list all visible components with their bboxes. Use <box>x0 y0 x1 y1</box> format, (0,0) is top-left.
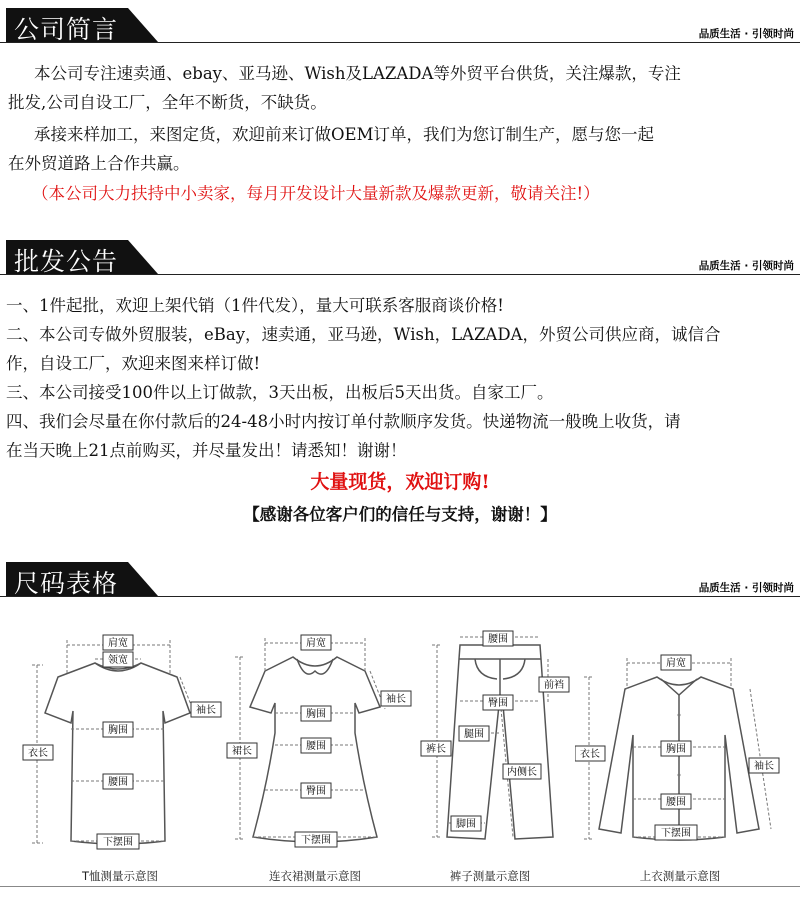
shirt-caption: 上衣测量示意图 <box>639 869 721 883</box>
pants-caption: 裤子测量示意图 <box>449 869 531 883</box>
about-line-2: 批发,公司自设工厂，全年不断货，不缺货。 <box>8 93 327 112</box>
about-line-3: 承接来样加工，来图定货，欢迎前来订做OEM订单，我们为您订制生产，愿与您一起 <box>34 125 654 144</box>
section-title: 公司简言 <box>14 15 119 44</box>
section-header-size <box>0 562 800 602</box>
divider <box>0 274 800 275</box>
shirt-diagram <box>575 615 795 865</box>
shirt-label-sleeve: 袖长 <box>754 761 774 772</box>
tshirt-outline <box>45 663 190 844</box>
tshirt-caption: T恤测量示意图 <box>81 869 159 883</box>
about-line-1: 本公司专注速卖通、ebay、亚马逊、Wish及LAZADA等外贸平台供货，关注爆款，专注 <box>34 64 681 83</box>
dress-label-hip: 臀围 <box>306 786 326 797</box>
wholesale-line-3: 作，自设工厂，欢迎来图来样订做! <box>6 354 261 373</box>
stock-notice: 大量现货，欢迎订购! <box>310 471 490 493</box>
shirt-label-waist: 腰围 <box>666 797 686 808</box>
wholesale-line-6: 在当天晚上21点前购买，并尽量发出！请悉知！谢谢！ <box>6 441 407 460</box>
section-header-about <box>0 8 800 48</box>
pants-label-hip: 臀围 <box>488 698 508 709</box>
tshirt-diagram <box>15 615 225 865</box>
tshirt-label-length: 衣长 <box>28 748 48 759</box>
section-tag <box>6 562 156 596</box>
dress-label-shoulder: 肩宽 <box>306 638 326 649</box>
dress-label-chest: 胸围 <box>306 709 326 720</box>
dress-label-waist: 腰围 <box>306 741 326 752</box>
tshirt-label-shoulder: 肩宽 <box>108 638 128 649</box>
slogan: 品质生活 · 引领时尚 <box>698 582 794 594</box>
about-highlight: （本公司大力扶持中小卖家，每月开发设计大量新款及爆款更新，敬请关注!） <box>32 184 600 203</box>
pants-label-length: 裤长 <box>426 744 446 755</box>
shirt-label-chest: 胸围 <box>666 744 686 755</box>
thanks-notice: 【感谢各位客户们的信任与支持，谢谢！】 <box>243 505 557 524</box>
bottom-divider <box>0 886 800 887</box>
shirt-label-shoulder: 肩宽 <box>666 658 686 669</box>
dress-label-hem: 下摆围 <box>301 835 331 846</box>
pants-label-leg: 脚围 <box>456 819 476 830</box>
wholesale-line-5: 四、我们会尽量在你付款后的24-48小时内按订单付款顺序发货。快递物流一般晚上收货，请 <box>6 412 681 431</box>
tshirt-label-chest: 胸围 <box>108 725 128 736</box>
section-tag <box>6 240 156 274</box>
dress-caption: 连衣裙测量示意图 <box>269 869 361 883</box>
slogan: 品质生活 · 引领时尚 <box>698 260 794 272</box>
section-tag <box>6 8 156 42</box>
pants-label-waist: 腰围 <box>488 634 508 645</box>
pants-diagram <box>415 615 575 865</box>
divider <box>0 42 800 43</box>
section-header-wholesale <box>0 240 800 280</box>
dress-diagram <box>225 615 415 865</box>
pants-label-rise: 前裆 <box>544 680 564 691</box>
shirt-label-hem: 下摆围 <box>661 828 691 839</box>
tshirt-label-hem: 下摆围 <box>103 837 133 848</box>
shirt-label-length: 衣长 <box>580 749 600 760</box>
about-line-4: 在外贸道路上合作共赢。 <box>8 154 190 173</box>
wholesale-line-1: 一、1件起批，欢迎上架代销（1件代发），量大可联系客服商谈价格! <box>6 296 504 315</box>
divider <box>0 596 800 597</box>
wholesale-line-2: 二、本公司专做外贸服装，eBay，速卖通，亚马逊，Wish，LAZADA，外贸公司供应商，诚信合 <box>6 325 721 344</box>
dress-label-length: 裙长 <box>232 746 252 757</box>
pants-label-thigh: 腿围 <box>464 729 484 740</box>
section-title: 批发公告 <box>14 247 119 276</box>
tshirt-label-collar: 领宽 <box>108 655 128 666</box>
wholesale-line-4: 三、本公司接受100件以上订做款，3天出板，出板后5天出货。自家工厂。 <box>6 383 554 402</box>
tshirt-label-sleeve: 袖长 <box>196 705 216 716</box>
section-title: 尺码表格 <box>14 569 119 598</box>
slogan: 品质生活 · 引领时尚 <box>698 28 794 40</box>
dress-label-sleeve: 袖长 <box>386 694 406 705</box>
pants-label-inseam: 内侧长 <box>507 767 537 778</box>
tshirt-label-waist: 腰围 <box>108 777 128 788</box>
